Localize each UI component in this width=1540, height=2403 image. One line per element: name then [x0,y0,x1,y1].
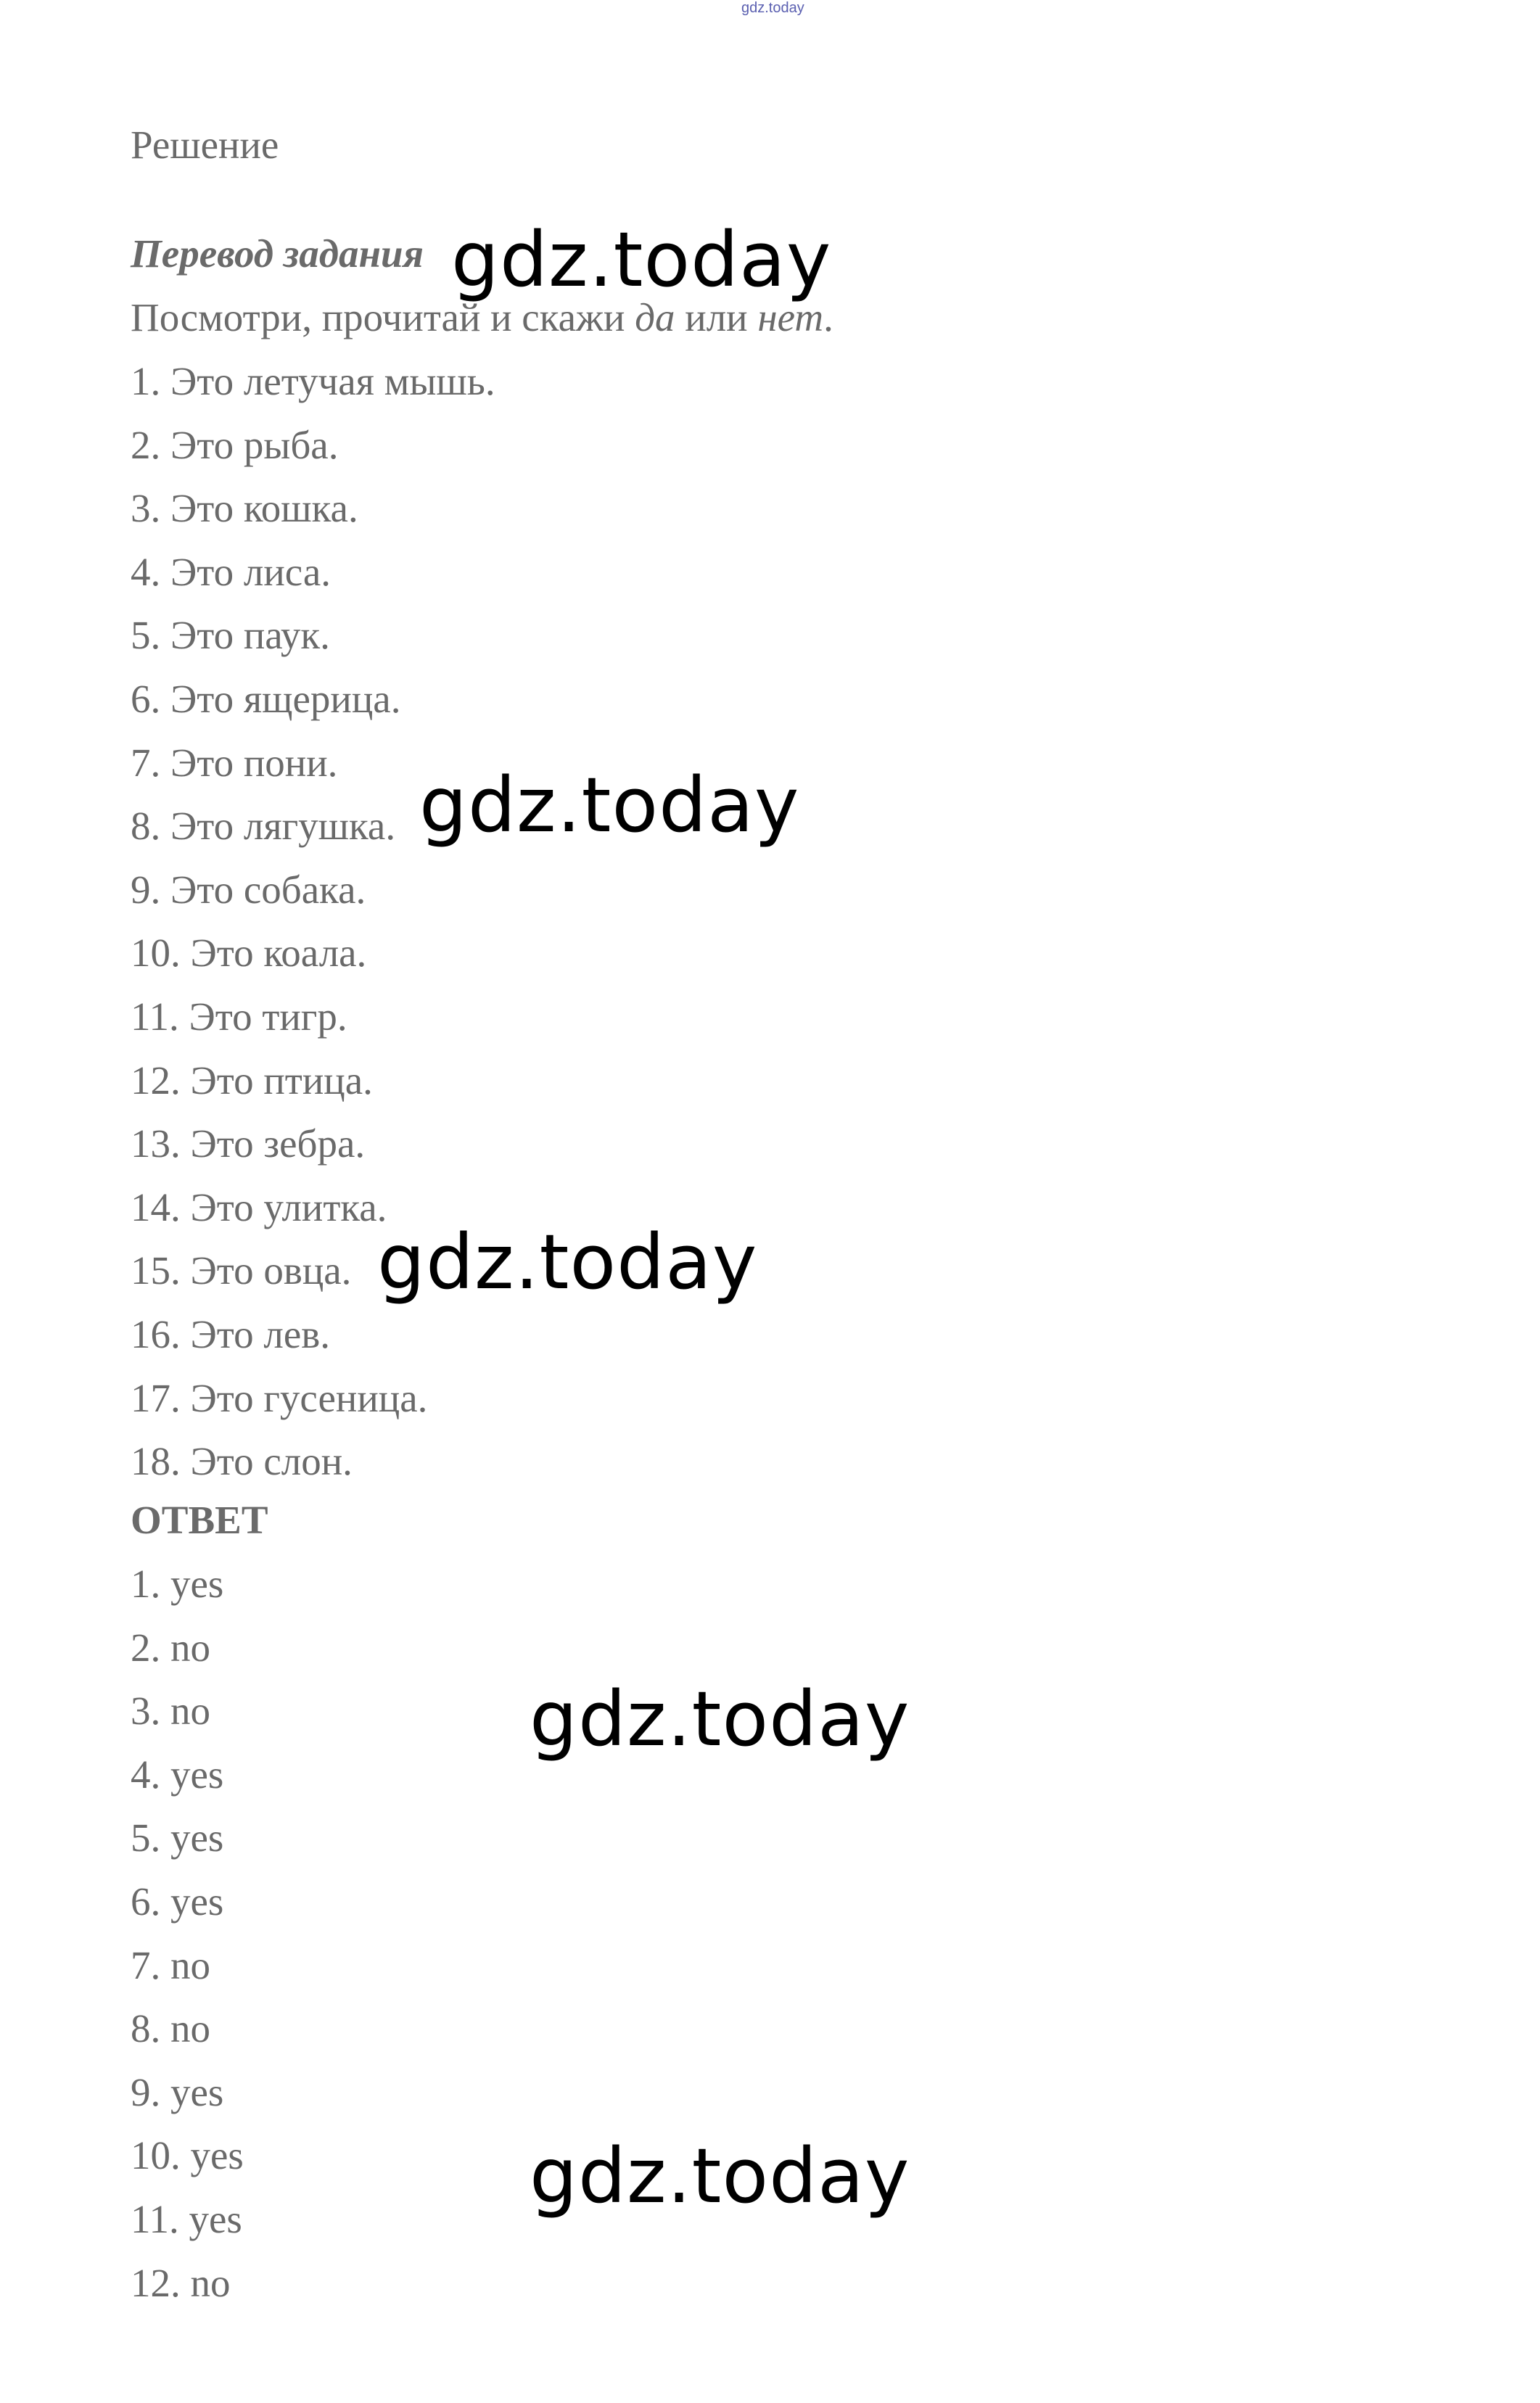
sentence-item: 16. Это лев. [131,1312,330,1356]
watermark: gdz.today [530,2132,910,2220]
page-heading: Решение [131,123,279,167]
instruction-part1: Посмотри, прочитай и скажи [131,295,635,339]
watermark: gdz.today [451,215,832,304]
instruction-yes-word: да [635,295,675,339]
answer-item: 6. yes [131,1879,224,1924]
answer-item: 1. yes [131,1562,224,1606]
watermark: gdz.today [377,1218,758,1306]
sentence-item: 4. Это лиса. [131,550,331,594]
sentence-item: 12. Это птица. [131,1058,373,1102]
sentence-item: 10. Это коала. [131,931,367,975]
translation-title: Перевод задания [131,231,424,276]
answer-item: 8. no [131,2006,210,2050]
answer-item: 10. yes [131,2133,244,2177]
sentence-item: 15. Это овца. [131,1248,352,1293]
answer-title: ОТВЕТ [131,1498,268,1542]
instruction-part2: или [675,295,758,339]
watermark: gdz.today [530,1675,910,1763]
sentence-item: 2. Это рыба. [131,423,339,467]
sentence-item: 7. Это пони. [131,741,338,785]
answer-item: 5. yes [131,1815,224,1860]
sentence-item: 3. Это кошка. [131,486,358,530]
answer-item: 7. no [131,1943,210,1987]
instruction-part3: . [823,295,833,339]
answer-item: 12. no [131,2261,231,2305]
sentence-item: 17. Это гусеница. [131,1376,428,1420]
answer-item: 11. yes [131,2197,242,2241]
sentence-item: 5. Это паук. [131,613,330,657]
sentence-item: 6. Это ящерица. [131,677,401,721]
sentence-item: 11. Это тигр. [131,994,347,1039]
top-watermark: gdz.today [741,0,804,16]
sentence-item: 14. Это улитка. [131,1185,387,1229]
sentence-item: 1. Это летучая мышь. [131,359,495,403]
instruction-no-word: нет [757,295,824,339]
answer-item: 3. no [131,1689,210,1733]
answer-item: 2. no [131,1625,210,1670]
answer-item: 4. yes [131,1752,224,1797]
sentence-item: 8. Это лягушка. [131,804,396,848]
watermark: gdz.today [419,761,800,849]
answer-item: 9. yes [131,2070,224,2114]
sentence-item: 13. Это зебра. [131,1121,366,1166]
sentence-item: 18. Это слон. [131,1439,353,1483]
sentence-item: 9. Это собака. [131,867,366,912]
